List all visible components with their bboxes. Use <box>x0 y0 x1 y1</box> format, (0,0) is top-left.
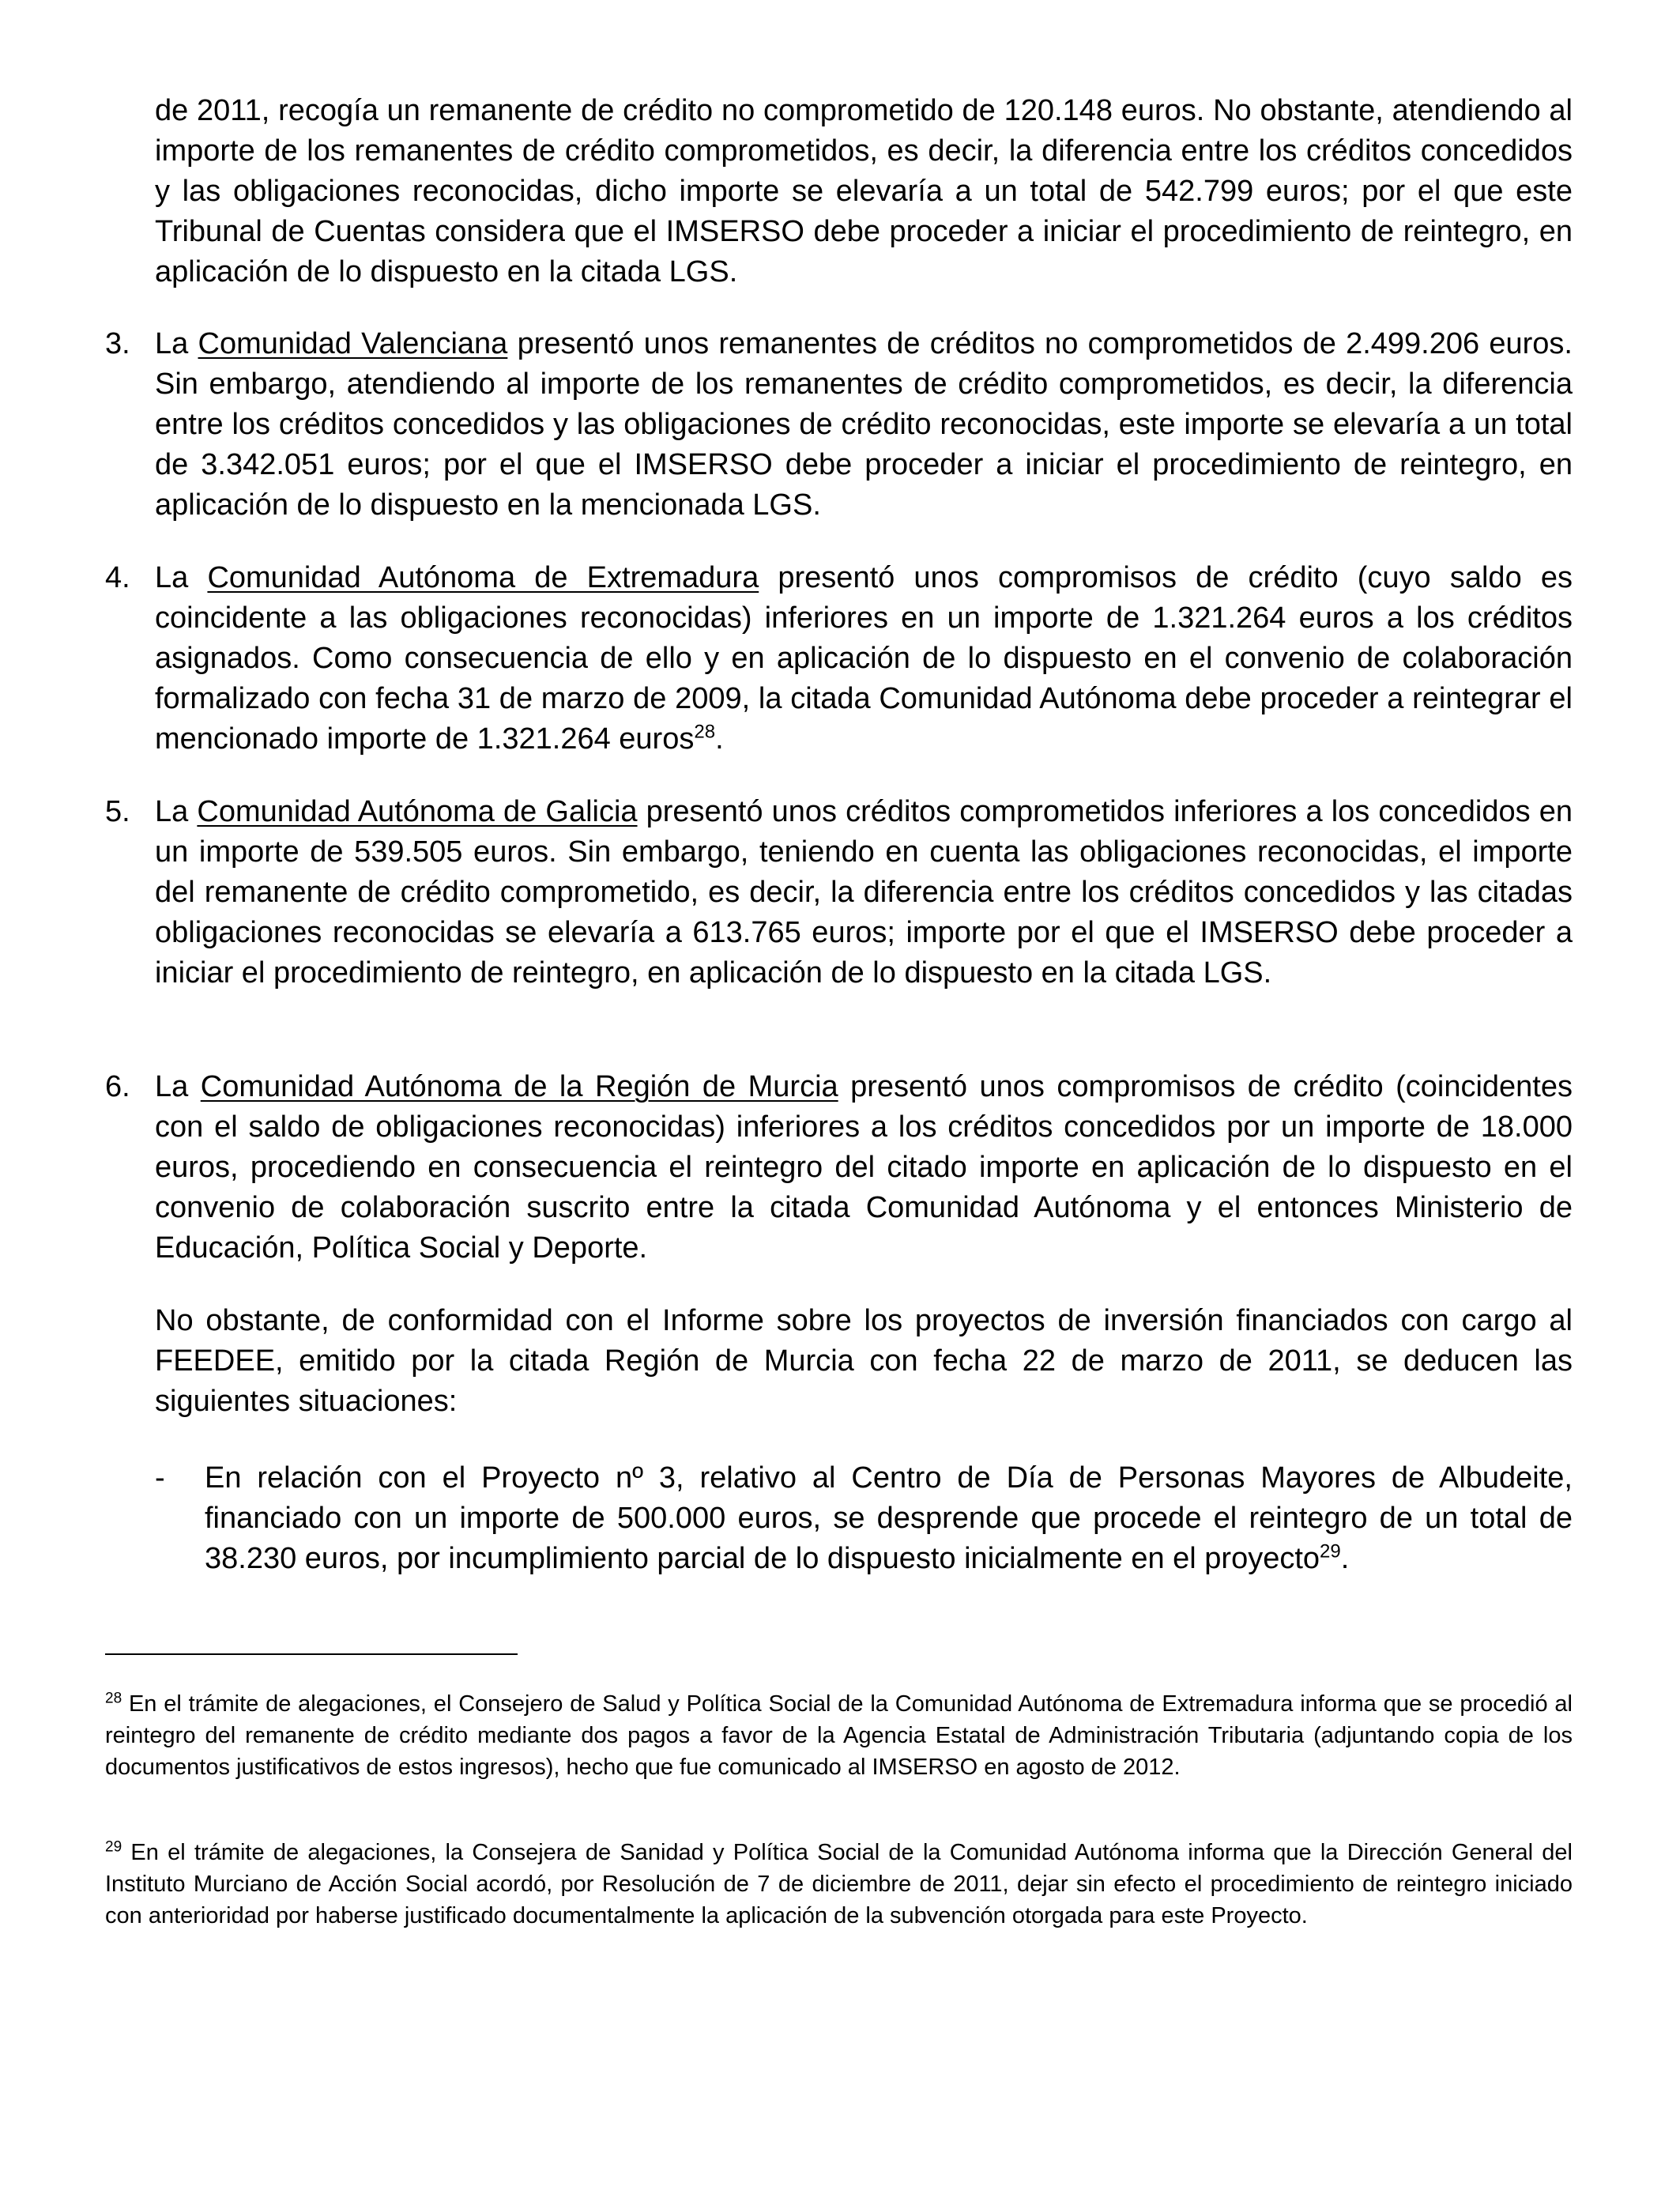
footnote-29: $^{29}$ En el trámite de alegaciones, la Consejera de Sanidad y Política Social de la Comunidad Autónoma informa que la Dirección General del Instituto Murciano de Acción Social acordó, por Resolución de 7 de diciembre de 2011, dejar sin efecto el procedimiento de reintegro iniciado con anterioridad por haberse justificado documentalmente la aplicación de la subvención otorgada para este Proyecto. <box>105 1838 1573 1928</box>
list-item-murcia: La Comunidad Autónoma de la Región de Murcia presentó unos compromisos de crédito (coincidentes con el saldo de obligaciones reconocidas) inferiores a los créditos concedidos por un importe de 18.000 euros, procediendo en consecuencia el reintegro del citado importe en aplicación de lo dispuesto en el convenio de colaboración suscrito entre la citada Comunidad Autónoma y el entonces Ministerio de Educación, Política Social y Deporte. <box>155 1070 1573 1265</box>
list-number: 3. <box>105 327 130 360</box>
entity-name: Comunidad Valenciana <box>198 327 508 360</box>
bullet-item: En relación con el Proyecto nº 3, relativo al Centro de Día de Personas Mayores de Albudeite, financiado con un importe de 500.000 euros, se desprende que procede el reintegro de un total de 38.230 euros, por incumplimiento parcial de lo dispuesto inicialmente en el proyecto$^{29}$. <box>205 1461 1573 1575</box>
footnote-number: 29 <box>105 1838 122 1856</box>
list-item-extremadura: La Comunidad Autónoma de Extremadura presentó unos compromisos de crédito (cuyo saldo es coincidente a las obligaciones reconocidas) inferiores en un importe de 1.321.264 euros a los créditos asignados. Como consecuencia de ello y en aplicación de lo dispuesto en el convenio de colaboración formalizado con fecha 31 de marzo de 2009, la citada Comunidad Autónoma debe proceder a reintegrar el mencionado importe de 1.321.264 euros$^{28}$. <box>155 561 1573 756</box>
list-item-galicia: La Comunidad Autónoma de Galicia presentó unos créditos comprometidos inferiores a los concedidos en un importe de 539.505 euros. Sin embargo, teniendo en cuenta las obligaciones reconocidas, el importe del remanente de crédito comprometido, es decir, la diferencia entre los créditos concedidos y las citadas obligaciones reconocidas se elevaría a 613.765 euros; importe por el que el IMSERSO debe proceder a iniciar el procedimiento de reintegro, en aplicación de lo dispuesto en la citada LGS. <box>155 795 1573 990</box>
footnote-separator <box>105 1653 518 1655</box>
list-number: 4. <box>105 561 130 594</box>
entity-name: Comunidad Autónoma de la Región de Murcia <box>200 1070 838 1103</box>
followup-paragraph: No obstante, de conformidad con el Informe sobre los proyectos de inversión financiados con cargo al FEEDEE, emitido por la citada Región de Murcia con fecha 22 de marzo de 2011, se deducen las siguientes situaciones: <box>155 1304 1573 1418</box>
footnote-ref: 28 <box>694 721 716 743</box>
list-number: 5. <box>105 795 130 828</box>
entity-name: Comunidad Autónoma de Galicia <box>197 795 638 828</box>
entity-name: Comunidad Autónoma de Extremadura <box>207 561 759 594</box>
list-item-comunidad-valenciana: La Comunidad Valenciana presentó unos remanentes de créditos no comprometidos de 2.499.206 euros. Sin embargo, atendiendo al importe de los remanentes de crédito comprometidos, es decir, la diferencia entre los créditos concedidos y las obligaciones de crédito reconocidas, este importe se elevaría a un total de 3.342.051 euros; por el que el IMSERSO debe proceder a iniciar el procedimiento de reintegro, en aplicación de lo dispuesto en la mencionada LGS. <box>155 327 1573 522</box>
footnote-ref: 29 <box>1320 1540 1341 1563</box>
bullet-marker: - <box>155 1461 165 1495</box>
list-number: 6. <box>105 1070 130 1103</box>
footnote-number: 28 <box>105 1690 122 1707</box>
footnote-28: $^{28}$ En el trámite de alegaciones, el Consejero de Salud y Política Social de la Comunidad Autónoma de Extremadura informa que se procedió al reintegro del remanente de crédito mediante dos pagos a favor de la Agencia Estatal de Administración Tributaria (adjuntando copia de los documentos justificativos de estos ingresos), hecho que fue comunicado al IMSERSO en agosto de 2012. <box>105 1690 1573 1780</box>
intro-paragraph: de 2011, recogía un remanente de crédito no comprometido de 120.148 euros. No obstante, atendiendo al importe de los remanentes de crédito comprometidos, es decir, la diferencia entre los créditos concedidos y las obligaciones reconocidas, dicho importe se elevaría a un total de 542.799 euros; por el que este Tribunal de Cuentas considera que el IMSERSO debe proceder a iniciar el procedimiento de reintegro, en aplicación de lo dispuesto en la citada LGS. <box>155 94 1573 288</box>
